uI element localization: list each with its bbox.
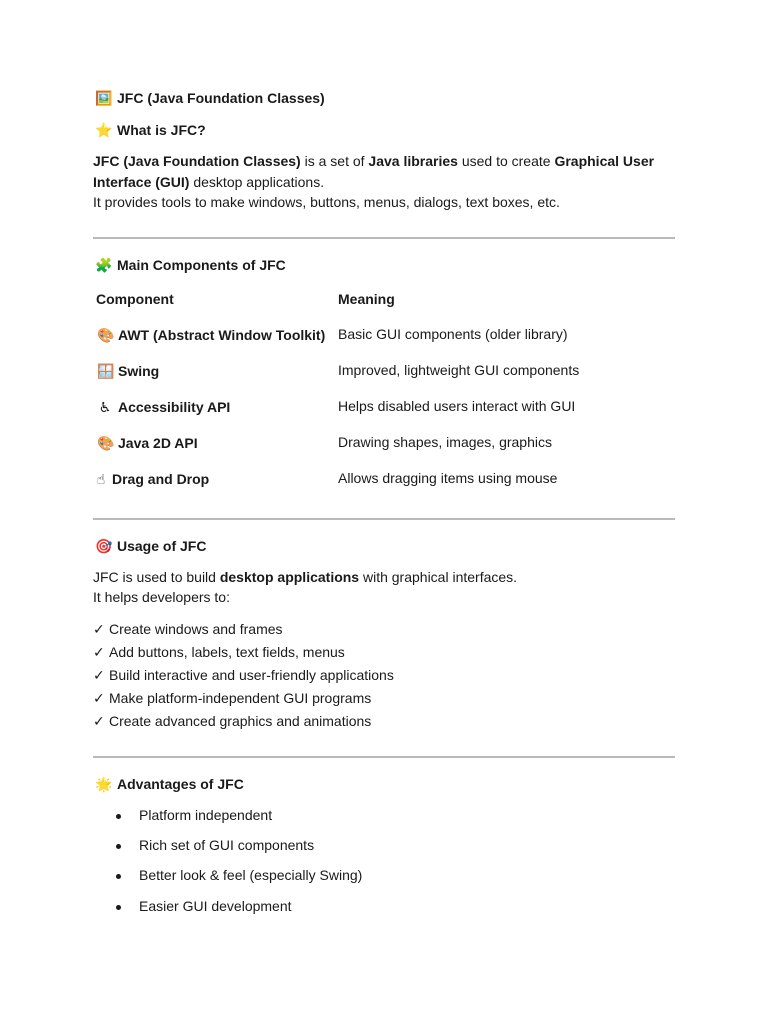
- table-row-name: [97, 433, 198, 454]
- table-row-meaning: Drawing shapes, images, graphics: [338, 434, 552, 450]
- divider: [93, 756, 675, 758]
- document-title: [95, 88, 325, 109]
- palette-icon: 🎨: [97, 436, 115, 452]
- usage-heading: [95, 536, 206, 557]
- list-item: [93, 688, 371, 709]
- table-row-name: [97, 325, 325, 346]
- table-row-name: [97, 397, 230, 418]
- table-row-name: [94, 469, 209, 490]
- list-item-text: Rich set of GUI components: [139, 837, 315, 853]
- star-icon: ⭐: [95, 123, 113, 139]
- list-item: [93, 665, 394, 686]
- plain-text: is a set of: [300, 153, 369, 169]
- column-header-meaning: Meaning: [338, 291, 395, 307]
- window-icon: 🪟: [97, 364, 115, 380]
- column-header-component: Component: [96, 291, 174, 307]
- components-heading: [95, 255, 286, 276]
- plain-text: JFC is used to build: [93, 569, 220, 585]
- palette-icon: 🎨: [97, 328, 115, 344]
- what-is-heading-text: What is JFC?: [117, 122, 206, 138]
- bullet-icon: [116, 814, 121, 819]
- component-name: Accessibility API: [118, 399, 231, 415]
- check-icon: ✓: [93, 645, 105, 661]
- list-item: [116, 865, 362, 885]
- list-item-text: Better look & feel (especially Swing): [139, 867, 363, 883]
- bold-java-libraries: Java libraries: [368, 153, 458, 169]
- list-item-text: Make platform-independent GUI programs: [109, 690, 372, 706]
- usage-paragraph-line-2: It helps developers to:: [93, 589, 230, 605]
- component-name: AWT (Abstract Window Toolkit): [118, 327, 326, 343]
- check-icon: ✓: [93, 622, 105, 638]
- divider: [93, 518, 675, 520]
- what-is-heading: [95, 120, 206, 141]
- check-icon: ✓: [93, 714, 105, 730]
- bullet-icon: [116, 905, 121, 910]
- target-icon: 🎯: [95, 539, 113, 555]
- plain-text: desktop applications.: [189, 174, 325, 190]
- components-heading-text: Main Components of JFC: [117, 257, 286, 273]
- list-item-text: Create advanced graphics and animations: [109, 713, 372, 729]
- list-item-text: Platform independent: [139, 807, 273, 823]
- list-item-text: Build interactive and user-friendly applications: [109, 667, 394, 683]
- usage-heading-text: Usage of JFC: [117, 538, 207, 554]
- list-item: [116, 835, 314, 855]
- list-item-text: Easier GUI development: [139, 898, 292, 914]
- bold-jfc-name: JFC (Java Foundation Classes): [93, 153, 301, 169]
- table-row-meaning: Helps disabled users interact with GUI: [338, 398, 576, 414]
- advantages-heading-text: Advantages of JFC: [117, 776, 244, 792]
- list-item: [116, 896, 292, 916]
- list-item-text: Add buttons, labels, text fields, menus: [109, 644, 345, 660]
- bold-interface-gui: Interface (GUI): [93, 174, 190, 190]
- what-is-paragraph-line-2: [93, 172, 324, 192]
- table-row-meaning: Basic GUI components (older library): [338, 326, 568, 342]
- bold-graphical-user: Graphical User: [554, 153, 655, 169]
- title-text: JFC (Java Foundation Classes): [117, 90, 325, 106]
- component-name: Swing: [118, 363, 160, 379]
- list-item: [93, 642, 345, 663]
- picture-icon: 🖼️: [95, 91, 113, 107]
- table-row-name: [97, 361, 159, 382]
- component-name: Java 2D API: [118, 435, 198, 451]
- bullet-icon: [116, 844, 121, 849]
- plain-text: with graphical interfaces.: [359, 569, 518, 585]
- table-row-meaning: Allows dragging items using mouse: [338, 470, 558, 486]
- list-item: [93, 619, 283, 640]
- list-item: [116, 805, 272, 825]
- plain-text: used to create: [457, 153, 555, 169]
- list-item: [93, 711, 371, 732]
- divider: [93, 237, 675, 239]
- advantages-heading: [95, 774, 244, 795]
- what-is-paragraph-line-3: It provides tools to make windows, buttons, menus, dialogs, text boxes, etc.: [93, 194, 560, 210]
- check-icon: ✓: [93, 691, 105, 707]
- puzzle-icon: 🧩: [95, 258, 113, 274]
- bullet-icon: [116, 874, 121, 879]
- bold-desktop-applications: desktop applications: [219, 569, 360, 585]
- accessibility-icon: ♿: [98, 400, 112, 416]
- hand-pointer-icon: ☝: [96, 472, 106, 488]
- table-row-meaning: Improved, lightweight GUI components: [338, 362, 580, 378]
- sparkle-star-icon: 🌟: [95, 777, 113, 793]
- usage-paragraph-line-1: [93, 567, 517, 587]
- check-icon: ✓: [93, 668, 105, 684]
- component-name: Drag and Drop: [112, 471, 210, 487]
- list-item-text: Create windows and frames: [109, 621, 283, 637]
- what-is-paragraph-line-1: [93, 151, 654, 171]
